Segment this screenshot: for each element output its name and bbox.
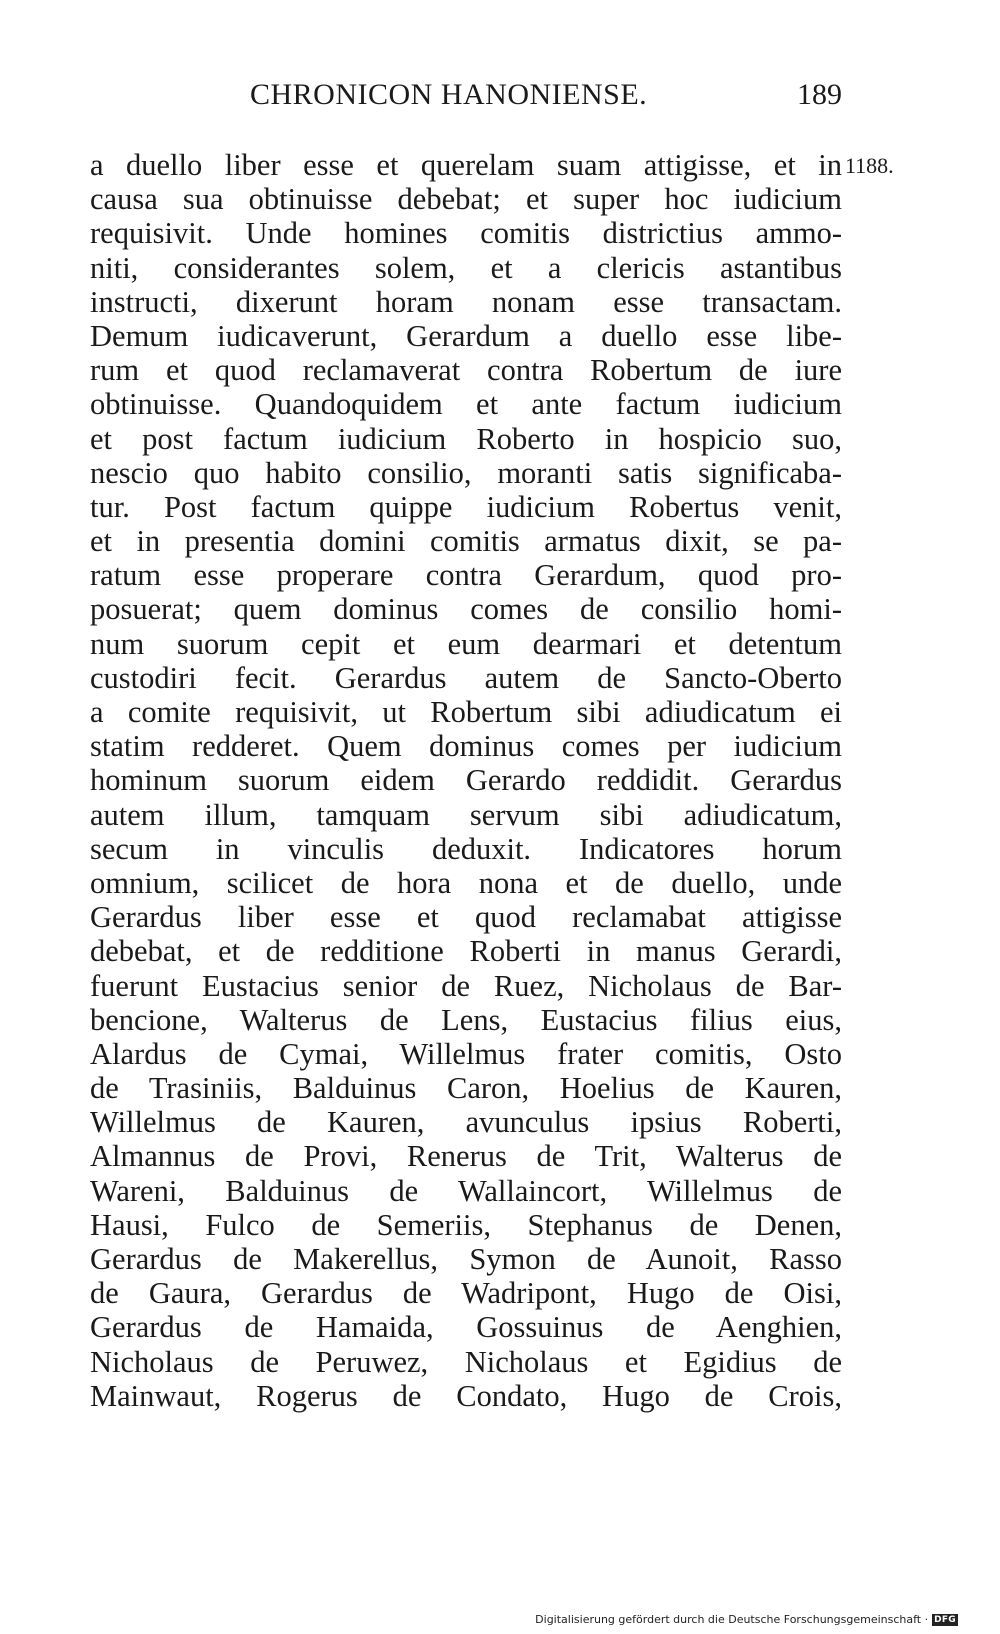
text-line: Hausi, Fulco de Semeriis, Stephanus de Denen, <box>90 1207 842 1242</box>
credit-text: Digitalisierung gefördert durch die Deutsche Forschungsgemeinschaft · <box>535 1613 929 1626</box>
text-line: nescio quo habito consilio, moranti satis significaba- <box>90 455 842 490</box>
text-line: Willelmus de Kauren, avunculus ipsius Roberti, <box>90 1105 842 1140</box>
text-line: de Trasiniis, Balduinus Caron, Hoelius de Kauren, <box>90 1071 842 1106</box>
text-line: custodiri fecit. Gerardus autem de Sancto-Oberto <box>90 660 842 695</box>
text-line: et post factum iudicium Roberto in hospicio suo, <box>90 421 842 456</box>
text-line: autem illum, tamquam servum sibi adiudicatum, <box>90 797 842 832</box>
text-line: niti, considerantes solem, et a clericis astantibus <box>90 250 842 285</box>
text-line: causa sua obtinuisse debebat; et super hoc iudicium <box>90 182 842 217</box>
text-line: a comite requisivit, ut Robertum sibi adiudicatum ei <box>90 695 842 729</box>
text-line: Almannus de Provi, Renerus de Trit, Walterus de <box>90 1139 842 1174</box>
text-line: statim redderet. Quem dominus comes per iudicium <box>90 729 842 764</box>
text-line: ratum esse properare contra Gerardum, quod pro- <box>90 558 842 593</box>
text-line: Nicholaus de Peruwez, Nicholaus et Egidius de <box>90 1344 842 1379</box>
text-line: a duello liber esse et querelam suam attigisse, et in <box>90 148 842 182</box>
text-line: Gerardus de Hamaida, Gossuinus de Aenghien, <box>90 1310 842 1345</box>
text-line: hominum suorum eidem Gerardo reddidit. Gerardus <box>90 763 842 798</box>
text-line: secum in vinculis deduxit. Indicatores horum <box>90 831 842 866</box>
body-text <box>90 148 842 1413</box>
dfg-logo: DFG <box>934 1614 956 1625</box>
text-line: debebat, et de redditione Roberti in manus Gerardi, <box>90 934 842 969</box>
text-line: Gerardus de Makerellus, Symon de Aunoit, Rasso <box>90 1242 842 1276</box>
text-line: bencione, Walterus de Lens, Eustacius filius eius, <box>90 1002 842 1037</box>
digitization-credit <box>535 1613 958 1626</box>
text-line: instructi, dixerunt horam nonam esse transactam. <box>90 284 842 319</box>
text-line: num suorum cepit et eum dearmari et detentum <box>90 626 842 661</box>
text-line: posuerat; quem dominus comes de consilio homi- <box>90 592 842 627</box>
text-line: Demum iudicaverunt, Gerardum a duello esse libe- <box>90 318 842 353</box>
page-number: 189 <box>797 78 842 111</box>
text-line: fuerunt Eustacius senior de Ruez, Nicholaus de Bar- <box>90 968 842 1003</box>
margin-year-note: 1188. <box>845 153 894 178</box>
text-line: omnium, scilicet de hora nona et de duello, unde <box>90 865 842 900</box>
text-line: Mainwaut, Rogerus de Condato, Hugo de Crois, <box>90 1378 842 1413</box>
text-line: Alardus de Cymai, Willelmus frater comitis, Osto <box>90 1036 842 1071</box>
text-line: et in presentia domini comitis armatus dixit, se pa- <box>90 524 842 559</box>
text-line: obtinuisse. Quandoquidem et ante factum iudicium <box>90 387 842 422</box>
text-line: rum et quod reclamaverat contra Robertum de iure <box>90 353 842 388</box>
running-head <box>90 78 842 118</box>
text-line: Wareni, Balduinus de Wallaincort, Willelmus de <box>90 1173 842 1208</box>
text-line: de Gaura, Gerardus de Wadripont, Hugo de Oisi, <box>90 1276 842 1311</box>
text-line: Gerardus liber esse et quod reclamabat attigisse <box>90 900 842 935</box>
running-title: CHRONICON HANONIENSE. <box>250 78 648 111</box>
text-line: tur. Post factum quippe iudicium Robertus venit, <box>90 489 842 524</box>
text-line: requisivit. Unde homines comitis districtius ammo- <box>90 216 842 251</box>
